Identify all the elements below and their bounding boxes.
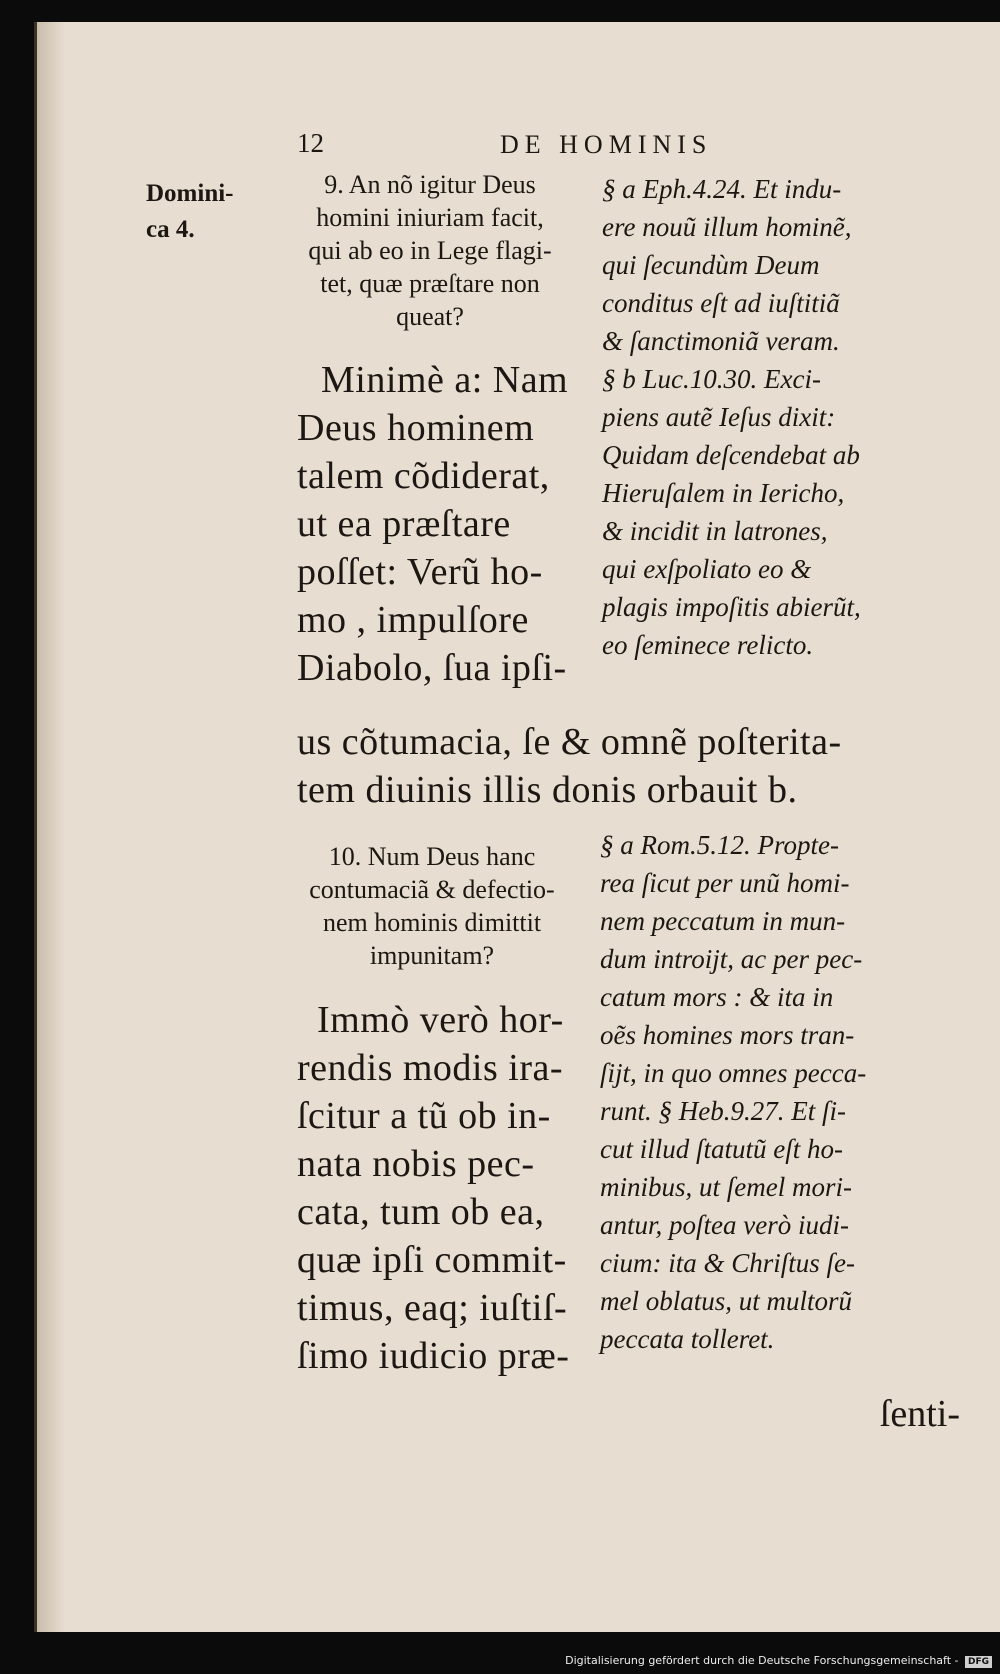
- question-9-line: qui ab eo in Lege flagi-: [308, 236, 552, 265]
- question-9-line: 9. An nõ igitur Deus: [324, 170, 536, 199]
- digitization-credit: [565, 1654, 992, 1668]
- note-9-line: plagis impoſitis abierũt,: [602, 592, 861, 622]
- question-9-line: tet, quæ præſtare non: [320, 269, 540, 298]
- note-9-line: eo ſeminece relicto.: [602, 630, 814, 660]
- question-10: [282, 840, 582, 972]
- page-number: 12: [297, 128, 324, 158]
- answer-9-full-line: us cõtumacia, ſe & omnẽ poſterita-: [297, 721, 842, 763]
- note-9-line: Quidam deſcendebat ab: [602, 440, 860, 470]
- question-10-line: nem hominis dimittit: [322, 908, 542, 937]
- catchword: ſenti-: [879, 1393, 960, 1435]
- answer-10: [297, 996, 569, 1380]
- answer-10-line: Immò verò hor-: [317, 999, 564, 1041]
- answer-9-line: Diabolo, ſua ipſi-: [297, 647, 567, 689]
- note-10-line: runt. § Heb.9.27. Et ſi-: [600, 1096, 846, 1126]
- question-10-line: 10. Num Deus hanc: [328, 842, 536, 871]
- answer-9-full-line: tem diuinis illis donis orbauit b.: [297, 769, 798, 811]
- question-9-line: queat?: [396, 302, 464, 331]
- question-9: [280, 168, 580, 333]
- answer-10-line: rendis modis ira-: [297, 1047, 564, 1089]
- note-10-line: minibus, ut ſemel mori-: [600, 1172, 852, 1202]
- note-10-line: dum introijt, ac per pec-: [600, 944, 863, 974]
- note-10-line: peccata tolleret.: [600, 1324, 775, 1354]
- note-10-line: § a Rom.5.12. Propte-: [600, 830, 839, 860]
- answer-9-line: mo , impulſore: [297, 599, 529, 641]
- note-10-line: mel oblatus, ut multorũ: [600, 1286, 853, 1316]
- digitization-credit-text: Digitalisierung gefördert durch die Deutsche Forschungsgemeinschaft -: [565, 1654, 959, 1667]
- question-9-line: homini iniuriam facit,: [316, 203, 544, 232]
- page-gutter-shadow: [37, 22, 65, 1632]
- answer-10-line: ſcitur a tũ ob in-: [297, 1095, 551, 1137]
- question-10-line: contumaciã & defectio-: [309, 875, 555, 904]
- note-10-line: antur, poſtea verò iudi-: [600, 1210, 849, 1240]
- note-9-line: § b Luc.10.30. Exci-: [602, 364, 821, 394]
- answer-10-line: timus, eaq; iuſtiſ-: [297, 1287, 568, 1329]
- note-9-line: & ſanctimoniã veram.: [602, 326, 840, 356]
- answer-9-line: poſſet: Verũ ho-: [297, 551, 543, 593]
- margin-label-line-2: ca 4.: [146, 216, 195, 243]
- answer-9-line: talem cõdiderat,: [297, 455, 550, 497]
- answer-10-line: cata, tum ob ea,: [297, 1191, 545, 1233]
- note-9-line: ere nouũ illum hominẽ,: [602, 212, 852, 242]
- note-10-line: cut illud ſtatutũ eſt ho-: [600, 1134, 843, 1164]
- running-head: DE HOMINIS: [500, 130, 713, 159]
- margin-label-line-1: Domini-: [146, 180, 234, 207]
- answer-9: [297, 356, 568, 692]
- dfg-logo: DFG: [965, 1656, 992, 1668]
- answer-9-line: Minimè a: Nam: [321, 359, 569, 401]
- note-10-line: catum mors : & ita in: [600, 982, 834, 1012]
- note-9-line: conditus eſt ad iuſtitiã: [602, 288, 840, 318]
- note-10-line: oẽs homines mors tran-: [600, 1020, 855, 1050]
- note-9-line: piens autẽ Ieſus dixit:: [602, 402, 836, 432]
- note-9-line: § a Eph.4.24. Et indu-: [602, 174, 842, 204]
- note-9-line: & incidit in latrones,: [602, 516, 828, 546]
- note-10-line: cium: ita & Chriſtus ſe-: [600, 1248, 855, 1278]
- marginal-notes-9: [602, 170, 861, 664]
- note-10-line: nem peccatum in mun-: [600, 906, 846, 936]
- answer-9-continuation: [297, 718, 842, 814]
- answer-9-line: Deus hominem: [297, 407, 535, 449]
- note-10-line: ſijt, in quo omnes pecca-: [600, 1058, 867, 1088]
- answer-10-line: nata nobis pec-: [297, 1143, 535, 1185]
- answer-10-line: quæ ipſi commit-: [297, 1239, 567, 1281]
- answer-9-line: ut ea præſtare: [297, 503, 511, 545]
- note-9-line: qui exſpoliato eo &: [602, 554, 812, 584]
- note-10-line: rea ſicut per unũ homi-: [600, 868, 850, 898]
- note-9-line: qui ſecundùm Deum: [602, 250, 820, 280]
- note-9-line: Hieruſalem in Iericho,: [602, 478, 845, 508]
- answer-10-line: ſimo iudicio præ-: [297, 1335, 570, 1377]
- marginal-notes-10: [600, 826, 866, 1358]
- question-10-line: impunitam?: [369, 941, 495, 970]
